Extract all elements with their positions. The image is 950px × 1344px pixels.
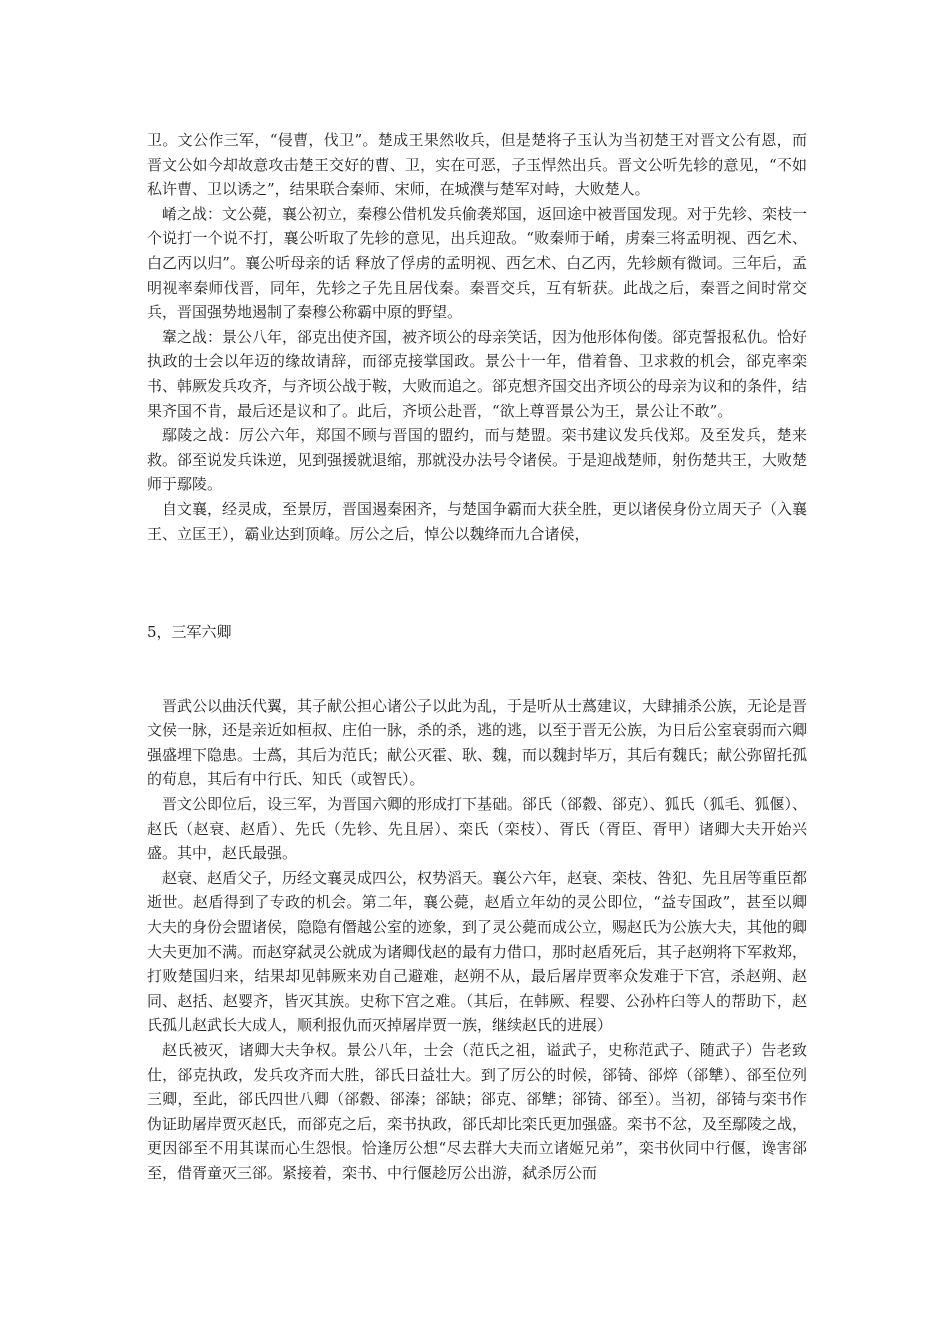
section-spacer-bottom bbox=[147, 645, 807, 694]
paragraph-zhao-clan: 赵衰、赵盾父子，历经文襄灵成四公，权势滔天。襄公六年，赵衰、栾枝、咎犯、先且居等重臣都逝世。赵盾得到了专政的机会。第二年，襄公薨，赵盾立年幼的灵公即位，“益专国政”，甚至以卿大夫的身份会盟诸侯，隐隐有僭越公室的迹象，到了灵公薨而成公立，赐赵氏为公族大夫，其他的卿大夫更加不满。而赵穿弑灵公就成为诸卿伐赵的最有力借口，那时赵盾死后，其子赵朔将下军救郑，打败楚国归来，结果却见韩厥来劝自己避难，赵朔不从，最后屠岸贾率众发难于下宫，杀赵朔、赵同、赵括、赵婴齐，皆灭其族。史称下宫之难。（其后，在韩厥、程婴、公孙杵臼等人的帮助下，赵氏孤儿赵武长大成人，顺利报仇而灭掉屠岸贾一族，继续赵氏的进展） bbox=[147, 868, 808, 1035]
paragraph-chengpu-continuation: 卫。文公作三军，“侵曹，伐卫”。楚成王果然收兵，但是楚将子玉认为当初楚王对晋文公有恩，而晋文公如今却故意攻击楚王交好的曹、卫，实在可恶，子玉悍然出兵。晋文公听先轸的意见，“不如私许曹、卫以诱之”，结果联合秦师、宋师，在城濮与楚军对峙，大败楚人。 bbox=[147, 131, 807, 199]
paragraph-xi-clan: 赵氏被灭，诸卿大夫争权。景公八年，士会（范氏之祖，谥武子，史称范武子、随武子）告老致仕，郤克执政，发兵攻齐而大胜，郤氏日益壮大。到了厉公的时候，郤锜、郤焠（郤犨）、郤至位列三卿，至此，郤氏四世八卿（郤縠、郤溱；郤缺；郤克、郤犨；郤锜、郤至）。当初，郤锜与栾书作伪证助屠岸贾灭赵氏，而郤克之后，栾书执政，郤氏却比栾氏更加强盛。栾书不忿，及至鄢陵之战，更因郤至不用其谋而心生怨恨。恰逢厉公想“尽去群大夫而立诸姬兄弟”，栾书伙同中行偃，谗害郤至，借胥童灭三郤。紧接着，栾书、中行偃趁厉公出游，弑杀厉公而 bbox=[147, 1041, 808, 1182]
paragraph-gongzu-purge: 晋武公以曲沃代翼，其子献公担心诸公子以此为乱，于是听从士蔿建议，大肆捕杀公族，无论是晋文侯一脉，还是亲近如桓叔、庄伯一脉，杀的杀，逃的逃，以至于晋无公族，为日后公室衰弱而六卿强盛埋下隐患。士蔿，其后为范氏；献公灭霍、耿、魏，而以魏封毕万，其后有魏氏；献公弥留托孤的荀息，其后有中行氏、知氏（或智氏）。 bbox=[147, 696, 808, 789]
paragraph-battle-of-yanling: 鄢陵之战：厉公六年，郑国不顾与晋国的盟约，而与楚盟。栾书建议发兵伐郑。及至发兵，楚来救。郤至说发兵诛逆，见到强援就退缩，那就没办法号令诸侯。于是迎战楚师，射伤楚共王，大败楚师于鄢陵。 bbox=[147, 426, 808, 494]
paragraph-battle-of-xiao: 崤之战：文公薨，襄公初立，秦穆公借机发兵偷袭郑国，返回途中被晋国发现。对于先轸、栾枝一个说打一个说不打，襄公听取了先轸的意见，出兵迎敌。“败秦师于崤，虏秦三将孟明视、西乞术、白乙丙以归”。襄公听母亲的话 释放了俘虏的孟明视、西乞术、白乙丙，先轸颇有微词。三年后，孟明视率秦师伐晋，同年，先轸之子先且居伐秦。秦晋交兵，互有斩获。此战之后，秦晋之间时常交兵，晋国强势地遏制了秦穆公称霸中原的野望。 bbox=[147, 204, 808, 322]
paragraph-hegemony-summary: 自文襄，经灵成，至景厉，晋国遏秦困齐，与楚国争霸而大获全胜，更以诸侯身份立周天子（入襄王、立匡王），霸业达到顶峰。厉公之后，悼公以魏绛而九合诸侯， bbox=[147, 499, 808, 543]
section-spacer-top bbox=[147, 546, 807, 620]
section-heading: 5，三军六卿 bbox=[147, 623, 232, 642]
document-body bbox=[147, 128, 807, 1186]
paragraph-three-armies: 晋文公即位后，设三军，为晋国六卿的形成打下基础。郤氏（郤縠、郤克）、狐氏（狐毛、狐偃）、赵氏（赵衰、赵盾）、先氏（先轸、先且居）、栾氏（栾枝）、胥氏（胥臣、胥甲）诸卿大夫开始兴盛。其中，赵氏最强。 bbox=[147, 795, 808, 863]
paragraph-battle-of-an: 鞌之战：景公八年，郤克出使齐国，被齐顷公的母亲笑话，因为他形体佝偻。郤克誓报私仇。恰好执政的士会以年迈的缘故请辞，而郤克接掌国政。景公十一年，借着鲁、卫求救的机会，郤克率栾书、韩厥发兵攻齐，与齐顷公战于鞍，大败而追之。郤克想齐国交出齐顷公的母亲为议和的条件，结果齐国不肯，最后还是议和了。此后，齐顷公赴晋，“欲上尊晋景公为王，景公让不敢”。 bbox=[147, 327, 808, 420]
